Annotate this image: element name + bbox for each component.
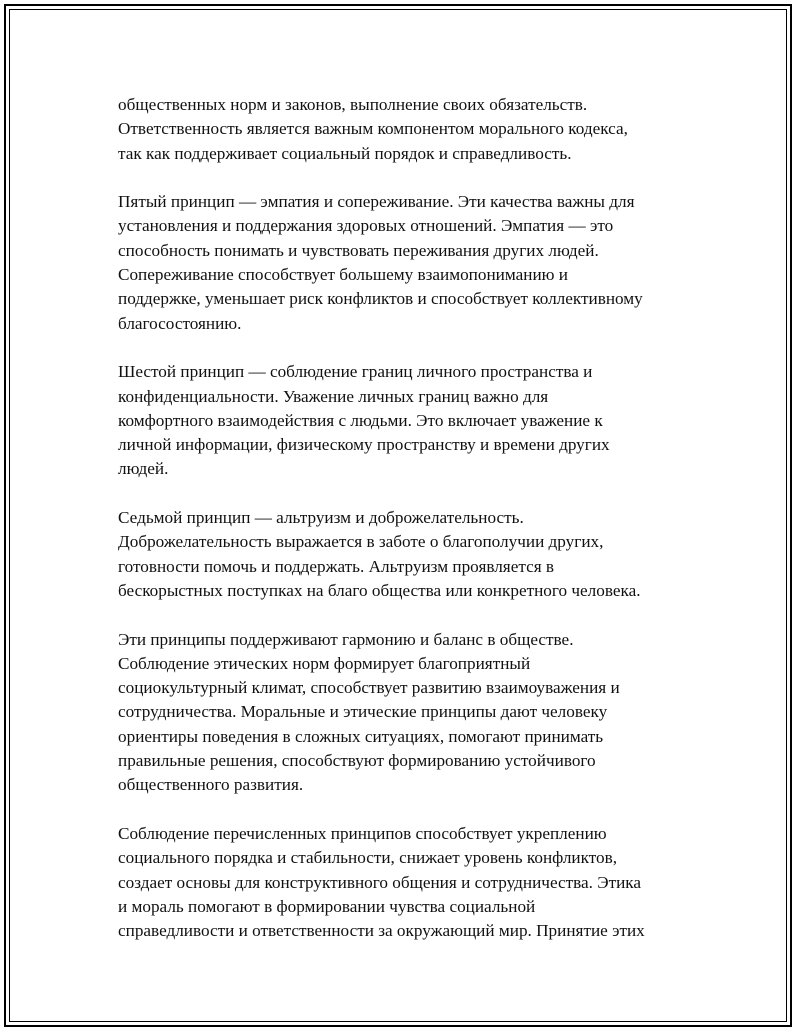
text-line: Доброжелательность выражается в заботе о благополучии других, — [118, 532, 604, 552]
text-line: Соблюдение перечисленных принципов способствует укреплению — [118, 823, 607, 843]
text-line: Пятый принцип — эмпатия и сопереживание. Эти качества важны для — [118, 192, 635, 212]
paragraph — [118, 628, 698, 798]
text-line: комфортного взаимодействия с людьми. Это включает уважение к — [118, 410, 603, 430]
text-line: поддержке, уменьшает риск конфликтов и способствует коллективному — [118, 289, 643, 309]
paragraph — [118, 190, 698, 336]
text-line: справедливости и ответственности за окружающий мир. Принятие этих — [118, 921, 645, 941]
text-line: правильные решения, способствуют формированию устойчивого — [118, 751, 596, 771]
text-line: так как поддерживает социальный порядок и справедливость. — [118, 143, 572, 163]
text-line: общественных норм и законов, выполнение своих обязательств. — [118, 95, 588, 114]
text-line: людей. — [118, 459, 169, 479]
text-line: Соблюдение этических норм формирует благоприятный — [118, 653, 531, 673]
text-line: конфиденциальности. Уважение личных границ важно для — [118, 386, 549, 406]
text-line: общественного развития. — [118, 775, 304, 795]
paragraph — [118, 93, 698, 166]
text-line: бескорыстных поступках на благо общества или конкретного человека. — [118, 580, 641, 600]
text-line: Эти принципы поддерживают гармонию и баланс в обществе. — [118, 629, 574, 649]
document-body — [118, 93, 698, 968]
text-line: благосостоянию. — [118, 313, 242, 333]
paragraph — [118, 822, 698, 943]
text-line: личной информации, физическому пространству и времени других — [118, 435, 610, 455]
text-line: Сопереживание способствует большему взаимопониманию и — [118, 265, 568, 285]
text-line: Шестой принцип — соблюдение границ личного пространства и — [118, 362, 593, 382]
text-line: сотрудничества. Моральные и этические принципы дают человеку — [118, 702, 608, 722]
text-line: Седьмой принцип — альтруизм и доброжелательность. — [118, 508, 524, 528]
text-line: и мораль помогают в формировании чувства социальной — [118, 896, 536, 916]
text-line: социокультурный климат, способствует развитию взаимоуважения и — [118, 678, 620, 698]
text-line: установления и поддержания здоровых отношений. Эмпатия — это — [118, 216, 614, 236]
paragraph — [118, 506, 698, 603]
text-line: готовности помочь и поддержать. Альтруизм проявляется в — [118, 556, 555, 576]
text-line: способность понимать и чувствовать переживания других людей. — [118, 240, 599, 260]
paragraph — [118, 360, 698, 481]
text-line: создает основы для конструктивного общения и сотрудничества. Этика — [118, 872, 642, 892]
text-line: ориентиры поведения в сложных ситуациях, помогают принимать — [118, 726, 604, 746]
text-line: Ответственность является важным компонентом морального кодекса, — [118, 119, 628, 139]
text-line: социального порядка и стабильности, снижает уровень конфликтов, — [118, 848, 618, 868]
